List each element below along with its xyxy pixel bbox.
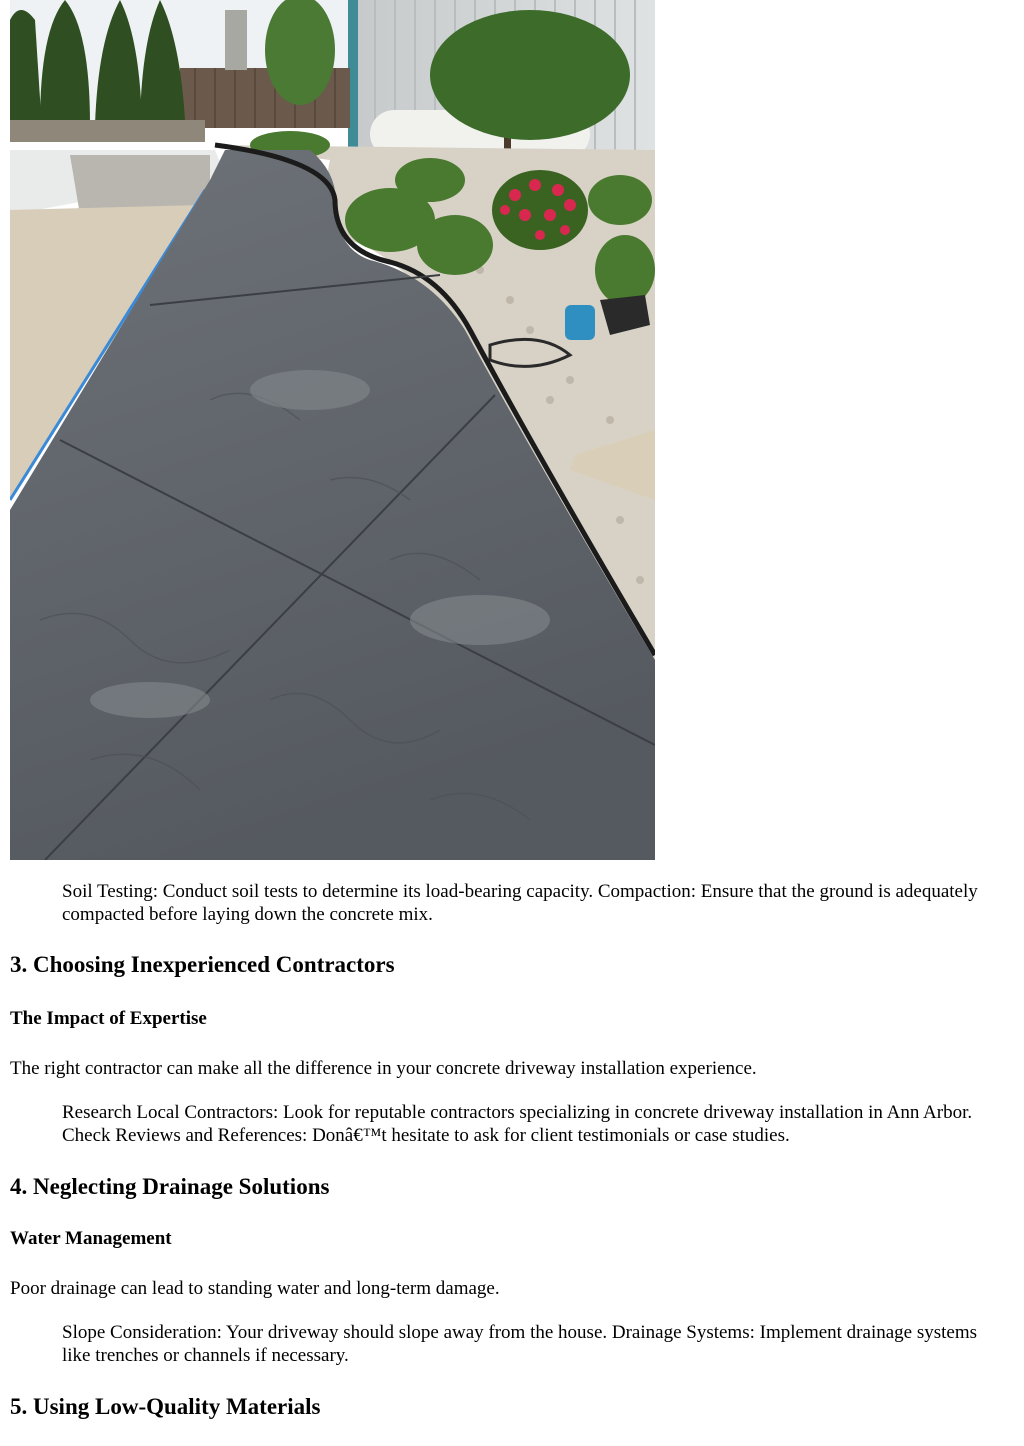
section-4-list: Slope Consideration: Your driveway should slope away from the house. Drainage Systems: Implement drainage systems like trenches or channels if necessary. — [62, 1322, 978, 1366]
section-3-paragraph: The right contractor can make all the difference in your concrete driveway installation experience. — [10, 1058, 757, 1079]
concrete-patio-photo — [10, 0, 655, 860]
soil-testing-list: Soil Testing: Conduct soil tests to determine its load-bearing capacity. Compaction: Ensure that the ground is adequately compacted before laying down the concrete mix. — [62, 881, 978, 925]
section-4-paragraph: Poor drainage can lead to standing water and long-term damage. — [10, 1278, 500, 1299]
section-3-subheading: The Impact of Expertise — [10, 1008, 207, 1029]
section-4-subheading: Water Management — [10, 1228, 172, 1249]
section-4-heading: 4. Neglecting Drainage Solutions — [10, 1174, 330, 1199]
section-5-heading: 5. Using Low-Quality Materials — [10, 1394, 321, 1419]
section-3-heading: 3. Choosing Inexperienced Contractors — [10, 952, 395, 977]
section-3-list: Research Local Contractors: Look for reputable contractors specializing in concrete driveway installation in Ann Arbor. Check Reviews and References: Donâ€™t hesitate to ask for client testimonials or case studies. — [62, 1102, 973, 1146]
